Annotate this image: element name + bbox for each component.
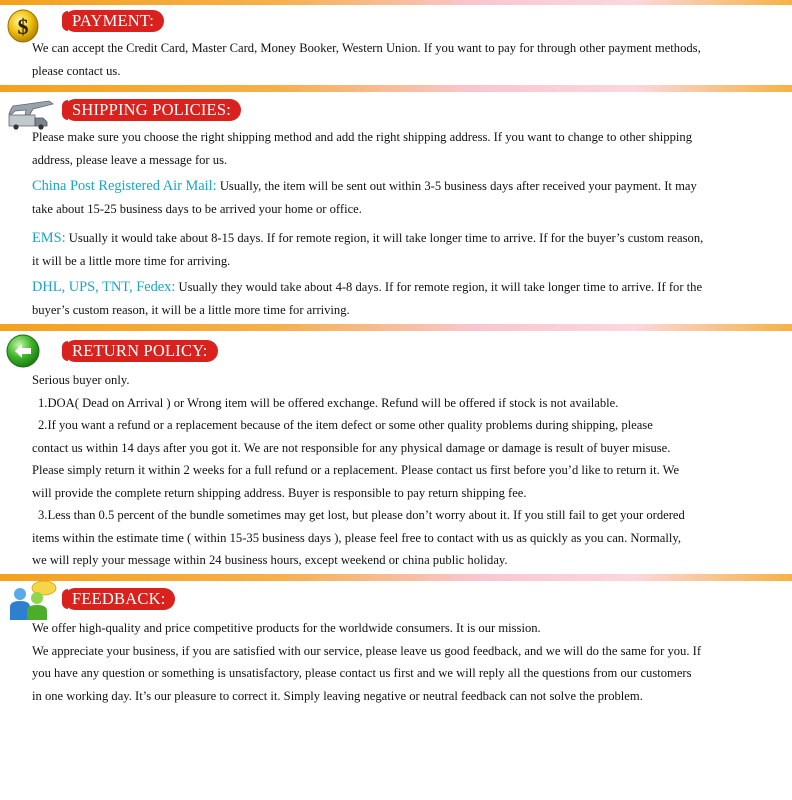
shipping-method-desc: buyer’s custom reason, it will be a little more time for arriving. <box>32 302 350 317</box>
return-text <box>32 369 780 572</box>
shipping-intro-line: Please make sure you choose the right shipping method and add the right shipping address. If you want to change to other shipping <box>32 130 692 144</box>
feedback-line: We offer high-quality and price competitive products for the worldwide consumers. It is our mission. <box>32 621 541 635</box>
payment-line: please contact us. <box>32 63 121 78</box>
shipping-method-name: EMS: <box>32 230 66 246</box>
top-divider <box>0 0 792 5</box>
shipping-method-desc: Usually, the item will be sent out within 3-5 business days after received your payment. It may <box>216 179 697 193</box>
airplane-truck-icon <box>3 96 59 130</box>
section-divider <box>0 85 792 92</box>
shipping-method-desc: Usually they would take about 4-8 days. If for remote region, it will take longer time to arrive. If for the <box>175 280 703 294</box>
feedback-line: We appreciate your business, if you are satisfied with our service, please leave us good feedback, and we will do the same for you. If <box>32 643 702 658</box>
return-line: 2.If you want a refund or a replacement because of the item defect or some other quality problems during shipping, please <box>38 418 653 432</box>
payment-line: We can accept the Credit Card, Master Card, Money Booker, Western Union. If you want to pay for through other payment methods, <box>32 41 701 55</box>
shipping-intro-line: address, please leave a message for us. <box>32 152 228 167</box>
shipping-method-china-post <box>32 175 780 220</box>
return-line: Please simply return it within 2 weeks for a full refund or a replacement. Please contact us first before you’d like to return it. We <box>32 463 680 477</box>
return-line: 1.DOA( Dead on Arrival ) or Wrong item will be offered exchange. Refund will be offered if stock is not available. <box>38 395 619 410</box>
feedback-title: FEEDBACK: <box>64 588 175 610</box>
payment-title: PAYMENT: <box>64 10 164 32</box>
feedback-text <box>32 617 780 707</box>
shipping-method-desc: Usually it would take about 8-15 days. If for remote region, it will take longer time to arrive. If for the buyer’s custom reason, <box>65 231 704 245</box>
shipping-title: SHIPPING POLICIES: <box>64 99 241 121</box>
section-divider <box>0 574 792 581</box>
shipping-method-desc: take about 15-25 business days to be arrived your home or office. <box>32 201 362 216</box>
payment-text <box>32 37 780 82</box>
return-line: 3.Less than 0.5 percent of the bundle sometimes may get lost, but please don’t worry about it. If you still fail to get your ordered <box>38 508 685 522</box>
return-title: RETURN POLICY: <box>64 340 218 362</box>
section-divider <box>0 324 792 331</box>
return-line: Serious buyer only. <box>32 373 130 387</box>
shipping-method-desc: it will be a little more time for arriving. <box>32 253 231 268</box>
chat-people-icon <box>4 580 60 622</box>
shipping-method-name: DHL, UPS, TNT, Fedex: <box>32 279 176 295</box>
feedback-line: you have any question or something is unsatisfactory, please contact us first and we will reply all the questions from our customers <box>32 666 692 680</box>
return-line: will provide the complete return shipping address. Buyer is responsible to pay return shipping fee. <box>32 485 527 500</box>
return-line: we will reply your message within 24 business hours, except weekend or china public holiday. <box>32 553 508 567</box>
svg-text:$: $ <box>17 14 29 39</box>
shipping-method-ems <box>32 227 780 272</box>
return-line: contact us within 14 days after you got it. We are not responsible for any physical damage or damage is result of buyer misuse. <box>32 440 671 455</box>
shipping-method-express <box>32 276 780 321</box>
return-line: items within the estimate time ( within 15-35 business days ), please feel free to contact with us as quickly as you can. Normally, <box>32 530 682 545</box>
green-back-arrow-icon <box>6 334 40 368</box>
shipping-method-name: China Post Registered Air Mail: <box>32 178 217 194</box>
feedback-line: in one working day. It’s our pleasure to correct it. Simply leaving negative or neutral feedback can not solve the problem. <box>32 688 643 703</box>
shipping-intro <box>32 126 780 171</box>
